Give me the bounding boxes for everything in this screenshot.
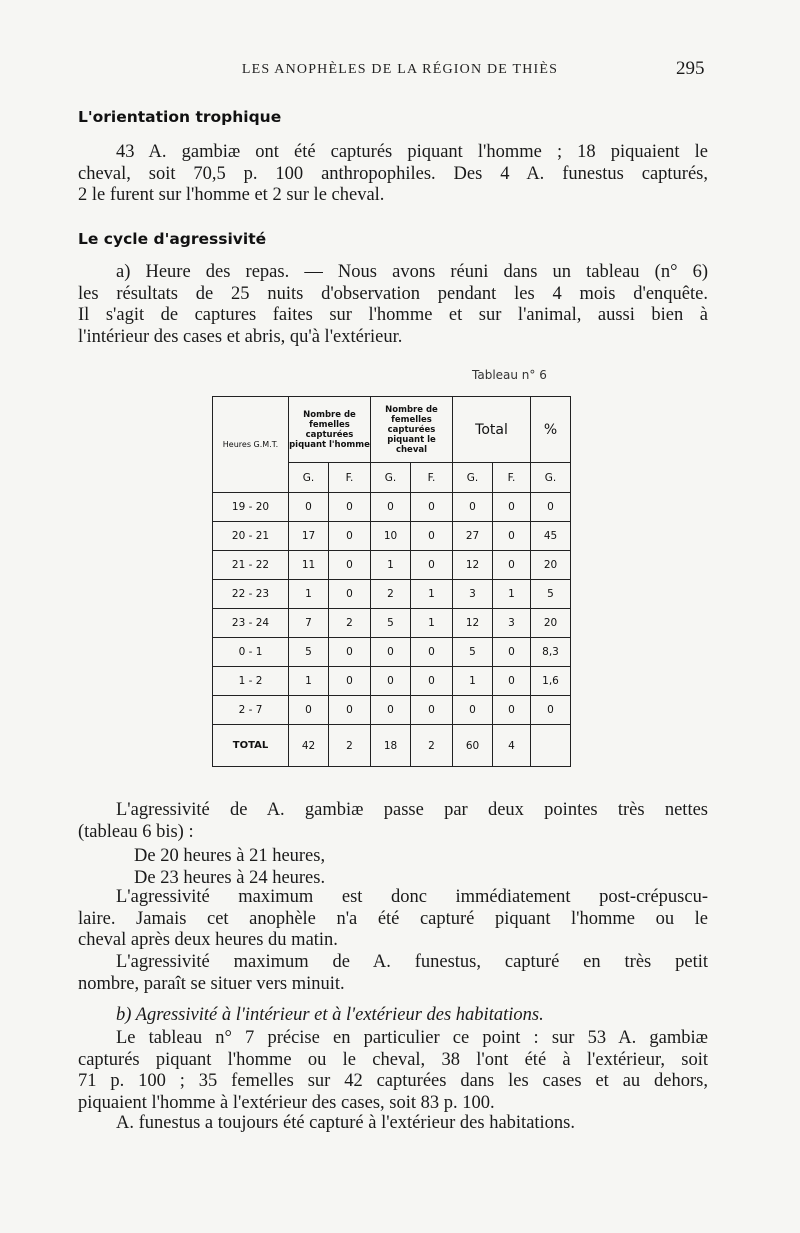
table-row bbox=[213, 696, 571, 725]
table-cell-hf: 0 bbox=[329, 493, 371, 522]
paragraph-maximum bbox=[78, 887, 708, 952]
subheader-g: G. bbox=[453, 463, 493, 493]
text-line: 43 A. gambiæ ont été capturés piquant l'homme ; 18 piquaient le bbox=[116, 142, 708, 162]
table-cell-pct: 0 bbox=[531, 493, 571, 522]
table-cell-tf: 0 bbox=[493, 493, 531, 522]
text-line: cheval, soit 70,5 p. 100 anthropophiles. Des 4 A. funestus capturés, bbox=[78, 163, 708, 184]
table-body bbox=[213, 493, 571, 767]
table-cell-cf: 1 bbox=[411, 580, 453, 609]
table-cell-hf: 2 bbox=[329, 609, 371, 638]
table-cell-cg: 0 bbox=[371, 667, 411, 696]
table-cell-pct: 45 bbox=[531, 522, 571, 551]
table-cell-hg: 1 bbox=[289, 580, 329, 609]
example-line: De 20 heures à 21 heures, bbox=[134, 846, 326, 866]
paragraph-final bbox=[78, 1113, 708, 1135]
text-line: Il s'agit de captures faites sur l'homme et sur l'animal, aussi bien à bbox=[78, 305, 708, 325]
table-cell-cg: 0 bbox=[371, 638, 411, 667]
table-cell-hg: 5 bbox=[289, 638, 329, 667]
header-total: Total bbox=[453, 397, 531, 463]
section-heading-cycle: Le cycle d'agressivité bbox=[78, 230, 267, 248]
text-line: A. funestus a toujours été capturé à l'extérieur des habitations. bbox=[116, 1113, 576, 1133]
table-cell-hf: 0 bbox=[329, 667, 371, 696]
paragraph-funestus bbox=[78, 952, 708, 995]
text-line: b) Agressivité à l'intérieur et à l'extérieur des habitations. bbox=[116, 1005, 544, 1025]
subheader-f: F. bbox=[329, 463, 371, 493]
table-cell-hg: 1 bbox=[289, 667, 329, 696]
text-line: (tableau 6 bis) : bbox=[78, 821, 194, 842]
table-cell-pct: 8,3 bbox=[531, 638, 571, 667]
table-row bbox=[213, 638, 571, 667]
table-cell-hg: 0 bbox=[289, 696, 329, 725]
table-row bbox=[213, 551, 571, 580]
table-cell-cg: 5 bbox=[371, 609, 411, 638]
subheader-g: G. bbox=[289, 463, 329, 493]
table-cell-hours: 1 - 2 bbox=[213, 667, 289, 696]
subheader-f: F. bbox=[493, 463, 531, 493]
table-cell-tg: 12 bbox=[453, 609, 493, 638]
table-cell-hf: 0 bbox=[329, 522, 371, 551]
header-group-homme: Nombre de femelles capturées piquant l'homme bbox=[289, 397, 371, 463]
table-cell-tf: 3 bbox=[493, 609, 531, 638]
table-row bbox=[213, 522, 571, 551]
table-cell-cf: 0 bbox=[411, 551, 453, 580]
table-cell-cg: 10 bbox=[371, 522, 411, 551]
table-cell-cf: 1 bbox=[411, 609, 453, 638]
text-line: Le tableau n° 7 précise en particulier ce point : sur 53 A. gambiæ bbox=[116, 1028, 708, 1048]
paragraph-tableau7 bbox=[78, 1028, 708, 1114]
table-cell-hours: 22 - 23 bbox=[213, 580, 289, 609]
total-cell-hg: 42 bbox=[289, 725, 329, 767]
paragraph-orientation bbox=[78, 142, 708, 207]
text-line: capturés piquant l'homme ou le cheval, 38 l'ont été à l'extérieur, soit bbox=[78, 1049, 708, 1070]
text-line: les résultats de 25 nuits d'observation pendant les 4 mois d'enquête. bbox=[78, 283, 708, 304]
table-cell-hf: 0 bbox=[329, 638, 371, 667]
table-cell-pct: 0 bbox=[531, 696, 571, 725]
text-line: piquaient l'homme à l'extérieur des cases, soit 83 p. 100. bbox=[78, 1092, 495, 1113]
table-cell-cg: 0 bbox=[371, 696, 411, 725]
table-cell-hours: 21 - 22 bbox=[213, 551, 289, 580]
table-cell-pct: 20 bbox=[531, 609, 571, 638]
table-cell-pct: 20 bbox=[531, 551, 571, 580]
example-line: De 23 heures à 24 heures. bbox=[134, 867, 326, 888]
table-cell-tg: 12 bbox=[453, 551, 493, 580]
total-cell-cf: 2 bbox=[411, 725, 453, 767]
table-row bbox=[213, 609, 571, 638]
total-label: TOTAL bbox=[213, 725, 289, 767]
table-cell-cf: 0 bbox=[411, 638, 453, 667]
subheader-g: G. bbox=[371, 463, 411, 493]
table-cell-tf: 0 bbox=[493, 667, 531, 696]
table-cell-tg: 27 bbox=[453, 522, 493, 551]
text-line: cheval après deux heures du matin. bbox=[78, 930, 338, 950]
text-line: nombre, paraît se situer vers minuit. bbox=[78, 973, 345, 994]
running-title: LES ANOPHÈLES DE LA RÉGION DE THIÈS bbox=[241, 62, 559, 77]
table-cell-hg: 7 bbox=[289, 609, 329, 638]
text-line: laire. Jamais cet anophèle n'a été capturé piquant l'homme ou le bbox=[78, 908, 708, 929]
example-list bbox=[134, 846, 325, 889]
table-cell-tg: 3 bbox=[453, 580, 493, 609]
subheader-f: F. bbox=[411, 463, 453, 493]
table-cell-cf: 0 bbox=[411, 696, 453, 725]
total-cell-tg: 60 bbox=[453, 725, 493, 767]
header-percent: % bbox=[531, 397, 571, 463]
text-line: L'agressivité maximum de A. funestus, capturé en très petit bbox=[116, 952, 708, 972]
table-cell-hg: 0 bbox=[289, 493, 329, 522]
paragraph-agressivite bbox=[78, 800, 708, 843]
data-table bbox=[212, 396, 571, 767]
table-cell-tg: 1 bbox=[453, 667, 493, 696]
text-line: l'intérieur des cases et abris, qu'à l'extérieur. bbox=[78, 326, 403, 347]
table-cell-tf: 0 bbox=[493, 522, 531, 551]
total-cell-hf: 2 bbox=[329, 725, 371, 767]
table-cell-pct: 1,6 bbox=[531, 667, 571, 696]
table-cell-hours: 2 - 7 bbox=[213, 696, 289, 725]
table-cell-tf: 1 bbox=[493, 580, 531, 609]
text-line: 2 le furent sur l'homme et 2 sur le cheval. bbox=[78, 185, 385, 205]
text-line: L'agressivité de A. gambiæ passe par deux pointes très nettes bbox=[116, 800, 708, 820]
table-cell-hg: 11 bbox=[289, 551, 329, 580]
table-cell-tg: 0 bbox=[453, 493, 493, 522]
subheader-g: G. bbox=[531, 463, 571, 493]
table-cell-cg: 0 bbox=[371, 493, 411, 522]
text-line: L'agressivité maximum est donc immédiatement post-crépuscu- bbox=[116, 887, 708, 907]
table-cell-hf: 0 bbox=[329, 551, 371, 580]
table-row bbox=[213, 667, 571, 696]
table-cell-cf: 0 bbox=[411, 493, 453, 522]
table-cell-hf: 0 bbox=[329, 696, 371, 725]
table-cell-hg: 17 bbox=[289, 522, 329, 551]
subheading-habitations bbox=[78, 1005, 708, 1027]
table-cell-cg: 1 bbox=[371, 551, 411, 580]
table-cell-cf: 0 bbox=[411, 667, 453, 696]
table-cell-hours: 20 - 21 bbox=[213, 522, 289, 551]
header-hours: Heures G.M.T. bbox=[213, 397, 289, 493]
table-cell-tg: 0 bbox=[453, 696, 493, 725]
text-line: a) Heure des repas. — Nous avons réuni dans un tableau (n° 6) bbox=[116, 262, 708, 282]
total-cell-tf: 4 bbox=[493, 725, 531, 767]
table-cell-hours: 19 - 20 bbox=[213, 493, 289, 522]
section-heading-orientation: L'orientation trophique bbox=[78, 108, 282, 126]
table-cell-cf: 0 bbox=[411, 522, 453, 551]
table-total-row bbox=[213, 725, 571, 767]
table-cell-hours: 23 - 24 bbox=[213, 609, 289, 638]
total-cell-pct bbox=[531, 725, 571, 767]
page-number: 295 bbox=[676, 58, 705, 79]
total-cell-cg: 18 bbox=[371, 725, 411, 767]
table-cell-tf: 0 bbox=[493, 551, 531, 580]
table-cell-pct: 5 bbox=[531, 580, 571, 609]
paragraph-cycle-intro bbox=[78, 262, 708, 348]
table-cell-tf: 0 bbox=[493, 638, 531, 667]
table-row bbox=[213, 580, 571, 609]
header-group-cheval: Nombre de femelles capturées piquant le cheval bbox=[371, 397, 453, 463]
table-cell-hours: 0 - 1 bbox=[213, 638, 289, 667]
table-caption: Tableau n° 6 bbox=[472, 368, 547, 382]
text-line: 71 p. 100 ; 35 femelles sur 42 capturées dans les cases et au dehors, bbox=[78, 1071, 708, 1091]
table-cell-hf: 0 bbox=[329, 580, 371, 609]
table-cell-tg: 5 bbox=[453, 638, 493, 667]
table-cell-cg: 2 bbox=[371, 580, 411, 609]
table-cell-tf: 0 bbox=[493, 696, 531, 725]
table-row bbox=[213, 493, 571, 522]
